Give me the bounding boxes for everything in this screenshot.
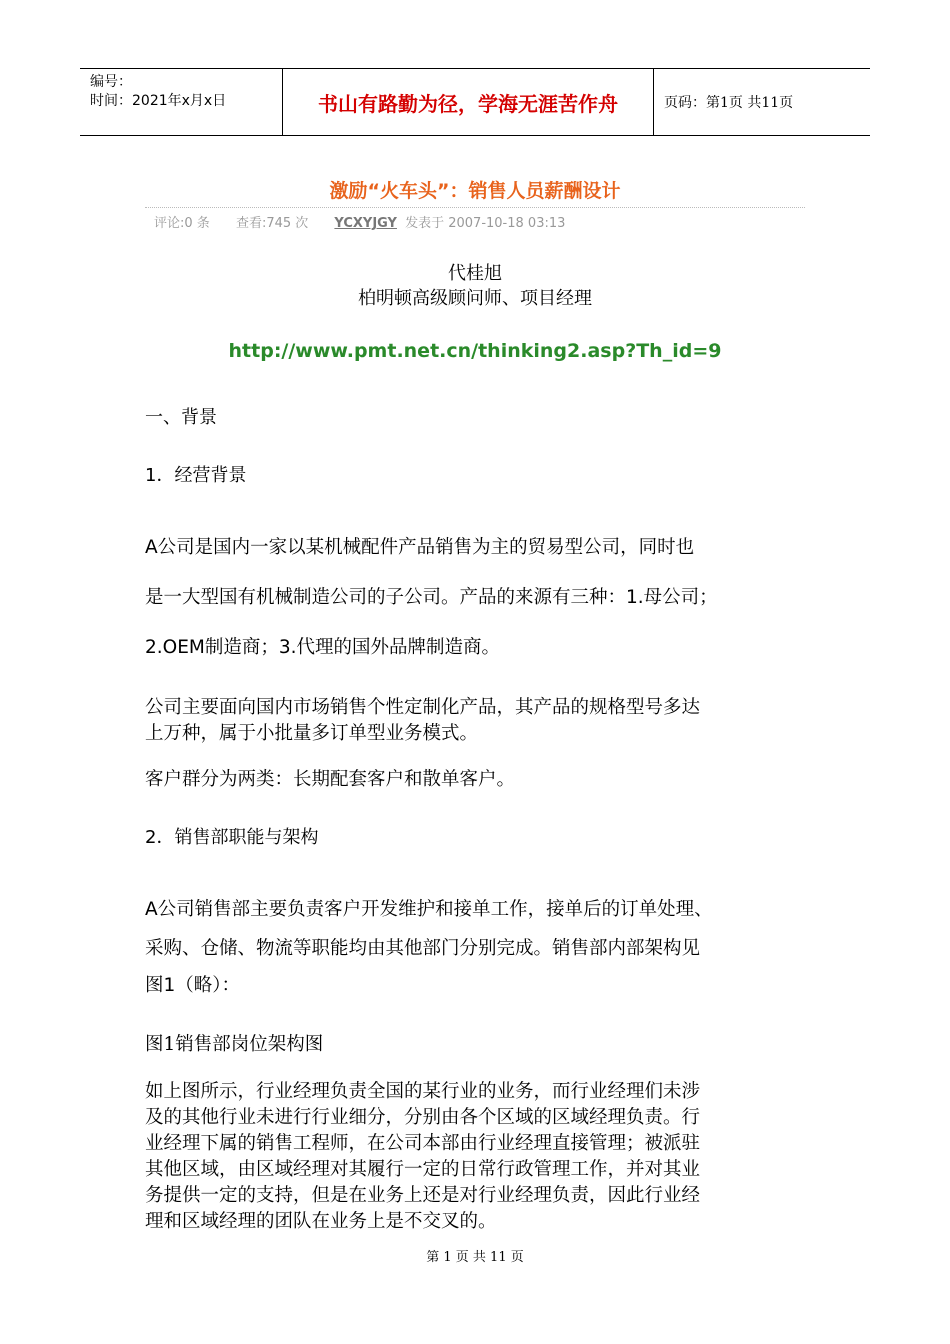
title-divider xyxy=(145,207,805,208)
paragraph-line: A公司是国内一家以某机械配件产品销售为主的贸易型公司，同时也 xyxy=(145,537,695,558)
header-left-cell xyxy=(80,69,282,135)
byline-role: 柏明顿高级顾问师、项目经理 xyxy=(358,288,592,309)
paragraph-line: 客户群分为两类：长期配套客户和散单客户。 xyxy=(145,769,516,790)
paragraph-line: 2.OEM制造商；3.代理的国外品牌制造商。 xyxy=(145,637,501,658)
paragraph-line: 及的其他行业未进行行业细分，分别由各个区域的区域经理负责。行 xyxy=(145,1107,701,1128)
paragraph-line: 其他区域，由区域经理对其履行一定的日常行政管理工作，并对其业 xyxy=(145,1159,701,1180)
source-url-link[interactable]: http://www.pmt.net.cn/thinking2.asp?Th_id=9 xyxy=(228,340,722,362)
paragraph-line: A公司销售部主要负责客户开发维护和接单工作，接单后的订单处理、 xyxy=(145,899,713,920)
number-label: 编号： xyxy=(90,74,132,90)
paragraph-line: 图1（略）： xyxy=(145,975,241,996)
comment-count[interactable]: 评论:0 条 xyxy=(154,216,210,231)
figure-caption: 图1销售部岗位架构图 xyxy=(145,1034,324,1055)
paragraph-line: 是一大型国有机械制造公司的子公司。产品的来源有三种：1.母公司； xyxy=(145,587,718,608)
post-date: 发表于 2007-10-18 03:13 xyxy=(405,216,566,231)
paragraph-line: 公司主要面向国内市场销售个性定制化产品，其产品的规格型号多达 xyxy=(145,697,701,718)
view-count: 查看:745 次 xyxy=(235,216,309,231)
paragraph-line: 业经理下属的销售工程师，在公司本部由行业经理直接管理；被派驻 xyxy=(145,1133,701,1154)
section-heading-background: 一、背景 xyxy=(145,407,217,428)
page-info: 页码：第1页 共11页 xyxy=(664,95,794,111)
time-label: 时间：2021年x月x日 xyxy=(90,93,227,109)
article-meta xyxy=(154,212,587,231)
motto: 书山有路勤为径，学海无涯苦作舟 xyxy=(282,69,654,135)
article-title: 激励“火车头”：销售人员薪酬设计 xyxy=(329,180,621,202)
paragraph-line: 理和区域经理的团队在业务上是不交叉的。 xyxy=(145,1211,497,1232)
header-table xyxy=(80,68,870,136)
paragraph-line: 上万种，属于小批量多订单型业务模式。 xyxy=(145,723,479,744)
paragraph-line: 如上图所示，行业经理负责全国的某行业的业务，而行业经理们未涉 xyxy=(145,1081,701,1102)
page-footer: 第 1 页 共 11 页 xyxy=(426,1250,524,1265)
paragraph-line: 采购、仓储、物流等职能均由其他部门分别完成。销售部内部架构见 xyxy=(145,938,701,959)
paragraph-line: 务提供一定的支持，但是在业务上还是对行业经理负责，因此行业经 xyxy=(145,1185,701,1206)
byline-name: 代桂旭 xyxy=(448,263,502,284)
subheading-sales-structure: 2．销售部职能与架构 xyxy=(145,827,319,848)
author-link[interactable]: YCXYJGY xyxy=(334,216,397,231)
subheading-business-background: 1．经营背景 xyxy=(145,465,247,486)
